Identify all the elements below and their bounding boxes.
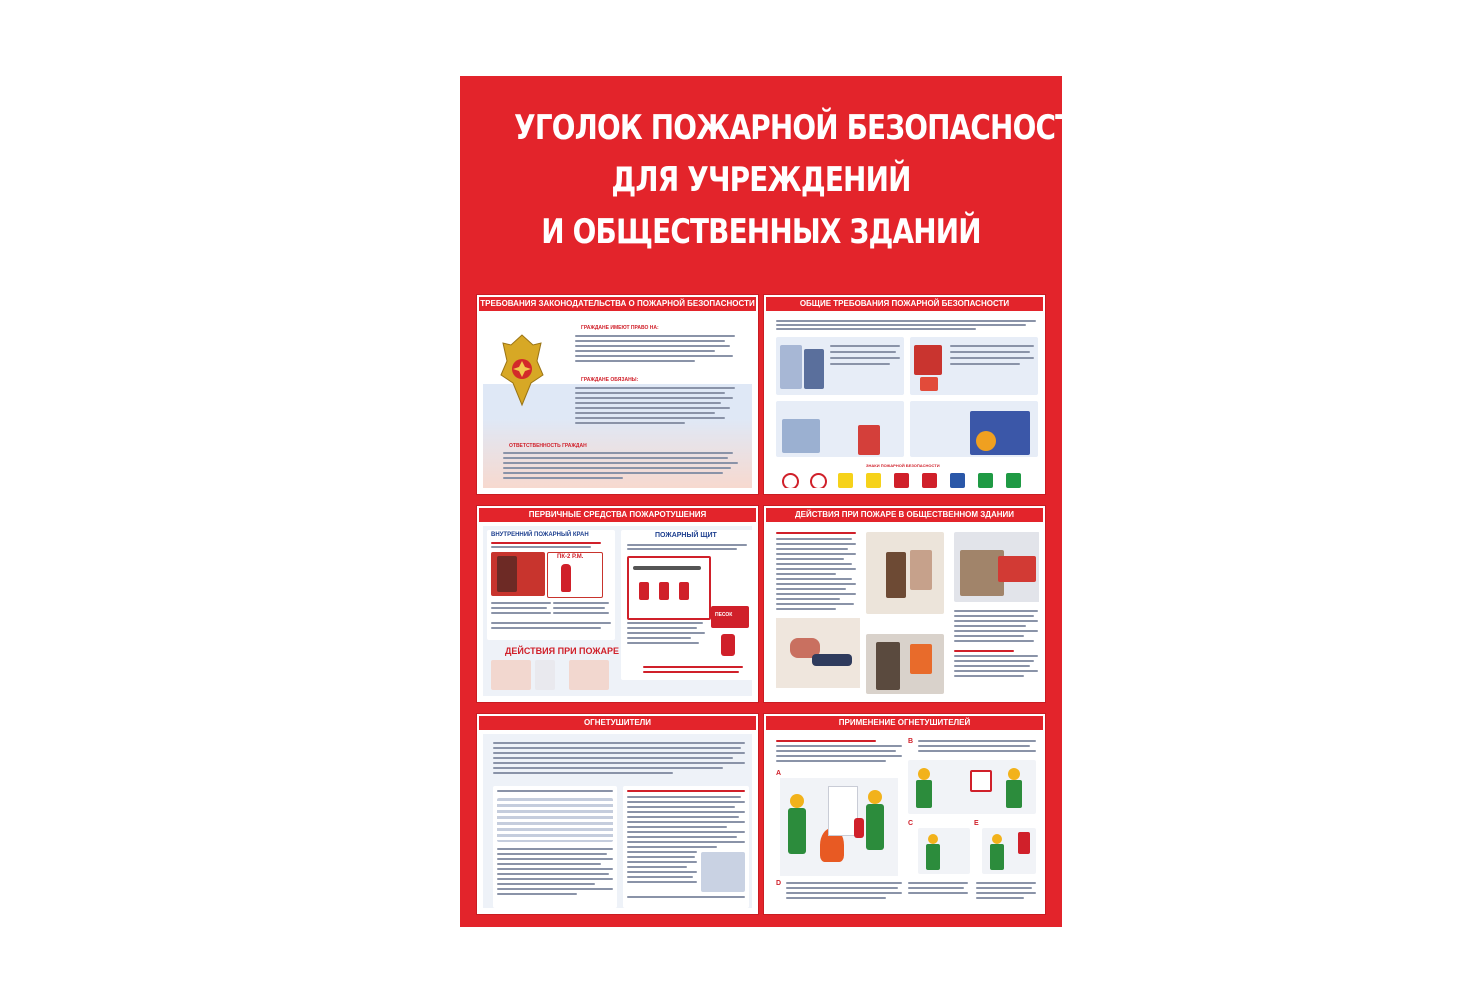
panel-legislation-body: ГРАЖДАНЕ ИМЕЮТ ПРАВО НА: ГРАЖДАНЕ ОБЯЗАНЫ: ОТВЕТСТВЕННОСТЬ ГРАЖДАН: [483, 315, 752, 488]
panel-extinguishers-body: [483, 734, 752, 908]
poster-title: [514, 102, 1096, 258]
step-e: E: [974, 820, 979, 827]
emblem-icon: [499, 331, 545, 411]
panel-use-body: [770, 734, 1039, 908]
firefighter-icon: [780, 778, 898, 876]
sand-label: ПЕСОК: [715, 612, 733, 618]
panel-primary-title: ПЕРВИЧНЫЕ СРЕДСТВА ПОЖАРОТУШЕНИЯ: [479, 508, 756, 522]
panel-legislation-title: ТРЕБОВАНИЯ ЗАКОНОДАТЕЛЬСТВА О ПОЖАРНОЙ БЕЗОПАСНОСТИ: [479, 297, 756, 311]
panel-actions-title: ДЕЙСТВИЯ ПРИ ПОЖАРЕ В ОБЩЕСТВЕННОМ ЗДАНИИ: [766, 508, 1043, 522]
step-c: С: [908, 820, 914, 827]
title-line-3: И ОБЩЕСТВЕННЫХ ЗДАНИЙ: [541, 212, 981, 252]
extinguisher-icon: [561, 564, 571, 592]
panel-general-title: ОБЩИЕ ТРЕБОВАНИЯ ПОЖАРНОЙ БЕЗОПАСНОСТИ: [766, 297, 1043, 311]
panel-primary-means: [477, 506, 758, 702]
panel-use-title: ПРИМЕНЕНИЕ ОГНЕТУШИТЕЛЕЙ: [766, 716, 1043, 730]
panel-extinguishers: [477, 714, 758, 914]
panel-general-body: ЗНАКИ ПОЖАРНОЙ БЕЗОПАСНОСТИ: [770, 315, 1039, 488]
panel-general-requirements: [764, 295, 1045, 494]
panel-actions-in-building: [764, 506, 1045, 702]
step-a: А: [776, 770, 782, 777]
title-line-2: ДЛЯ УЧРЕЖДЕНИЙ: [611, 160, 911, 200]
fire-safety-poster: [460, 76, 1096, 927]
panel-legislation: [477, 295, 758, 494]
evacuation-icon: [776, 618, 860, 688]
panel-primary-body: [483, 526, 752, 696]
fire-board-heading: ПОЖАРНЫЙ ЩИТ: [655, 532, 717, 539]
title-line-1: УГОЛОК ПОЖАРНОЙ БЕЗОПАСНОСТИ: [514, 108, 1096, 148]
panel-extinguishers-title: ОГНЕТУШИТЕЛИ: [479, 716, 756, 730]
step-b: В: [908, 738, 914, 745]
fire-hydrant-heading: ВНУТРЕННИЙ ПОЖАРНЫЙ КРАН: [491, 532, 589, 538]
panel-extinguisher-use: [764, 714, 1045, 914]
panel-actions-body: [770, 526, 1039, 696]
actions-heading: ДЕЙСТВИЯ ПРИ ПОЖАРЕ: [505, 646, 620, 656]
step-d: D: [776, 880, 782, 887]
pk-label: ПК-2 Р.М.: [557, 554, 584, 560]
